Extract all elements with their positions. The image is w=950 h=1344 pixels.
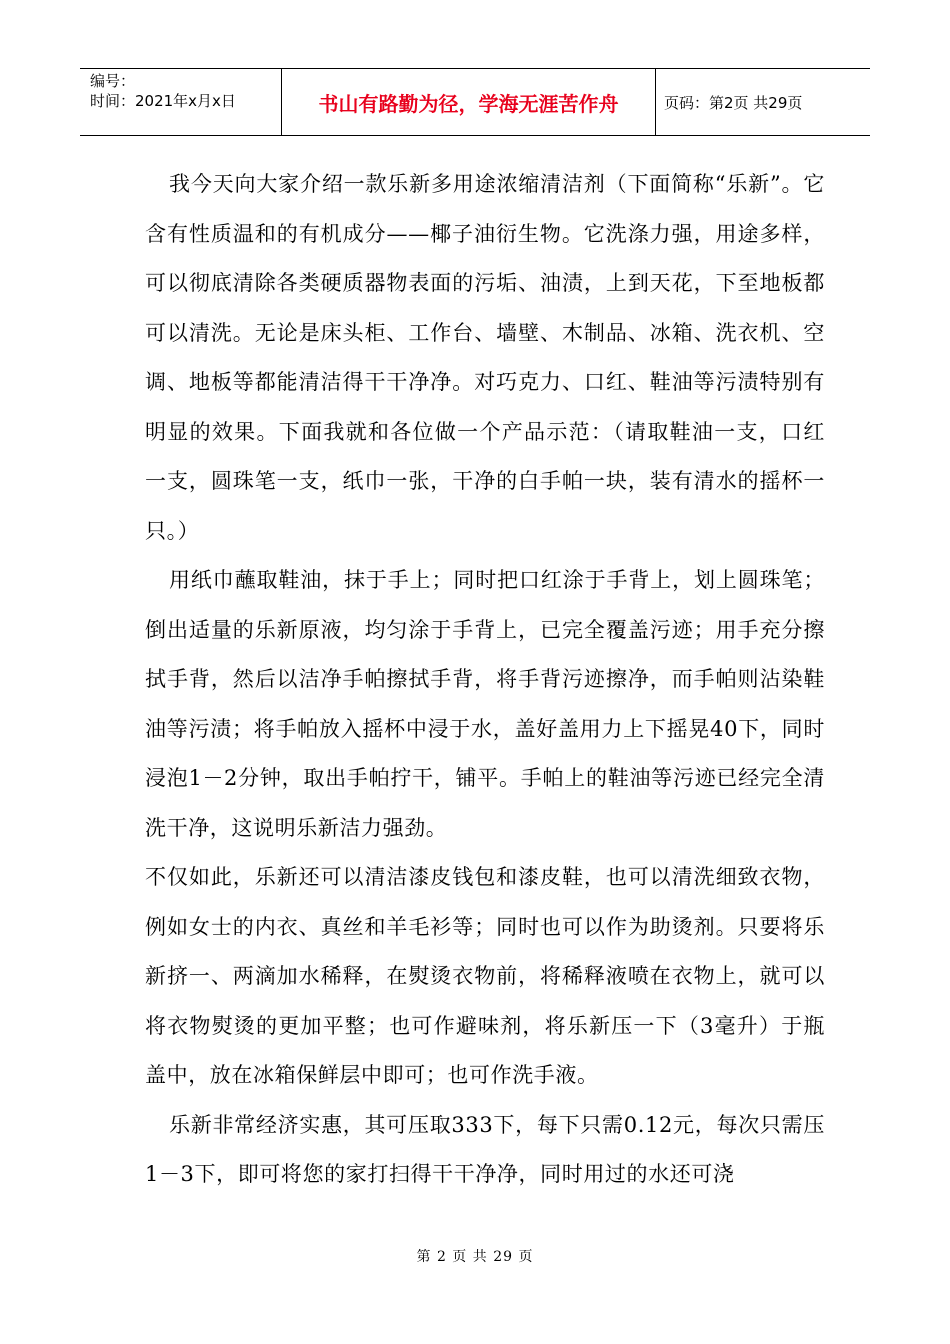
paragraph-demo-steps: 用纸巾蘸取鞋油，抹于手上；同时把口红涂于手背上，划上圆珠笔；倒出适量的乐新原液，均匀涂于手背上，已完全覆盖污迹；用手充分擦拭手背，然后以洁净手帕擦拭手背，将手背污迹擦净，而手帕则沾染鞋油等污渍；将手帕放入摇杯中浸于水，盖好盖用力上下摇晃40下，同时浸泡1－2分钟，取出手帕拧干，铺平。手帕上的鞋油等污迹已经完全清洗干净，这说明乐新洁力强劲。 [145,568,825,840]
header-table [80,68,870,136]
document-date: 时间：2021年x月x日 [90,92,236,110]
paragraph-other-uses: 不仅如此，乐新还可以清洁漆皮钱包和漆皮鞋，也可以清洗细致衣物，例如女士的内衣、真丝和羊毛衫等；同时也可以作为助烫剂。只要将乐新挤一、两滴加水稀释，在熨烫衣物前，将稀释液喷在衣物上，就可以将衣物熨烫的更加平整；也可作避味剂，将乐新压一下（3毫升）于瓶盖中，放在冰箱保鲜层中即可；也可作洗手液。 [145,865,825,1087]
paragraph-intro: 我今天向大家介绍一款乐新多用途浓缩清洁剂（下面简称“乐新”。它含有性质温和的有机成分——椰子油衍生物。它洗涤力强，用途多样，可以彻底清除各类硬质器物表面的污垢、油渍，上到天花，下至地板都可以清洗。无论是床头柜、工作台、墙壁、木制品、冰箱、洗衣机、空调、地板等都能清洁得干干净净。对巧克力、口红、鞋油等污渍特别有明显的效果。下面我就和各位做一个产品示范：（请取鞋油一支，口红一支，圆珠笔一支，纸巾一张，干净的白手帕一块，装有清水的摇杯一只。） [145,172,825,543]
header-page-cell [656,69,870,135]
document-number-label: 编号： [90,72,136,90]
header-page-info: 页码：第2页 共29页 [664,93,803,112]
header-meta-cell [80,69,282,135]
document-body [145,160,825,1200]
footer-page-number: 第 2 页 共 29 页 [416,1249,534,1265]
header-motto: 书山有路勤为径，学海无涯苦作舟 [318,91,619,116]
paragraph-economy: 乐新非常经济实惠，其可压取333下，每下只需0.12元，每次只需压1－3下，即可将您的家打扫得干干净净，同时用过的水还可浇 [145,1112,825,1186]
page-footer [0,1246,950,1266]
header-motto-cell [282,69,656,135]
